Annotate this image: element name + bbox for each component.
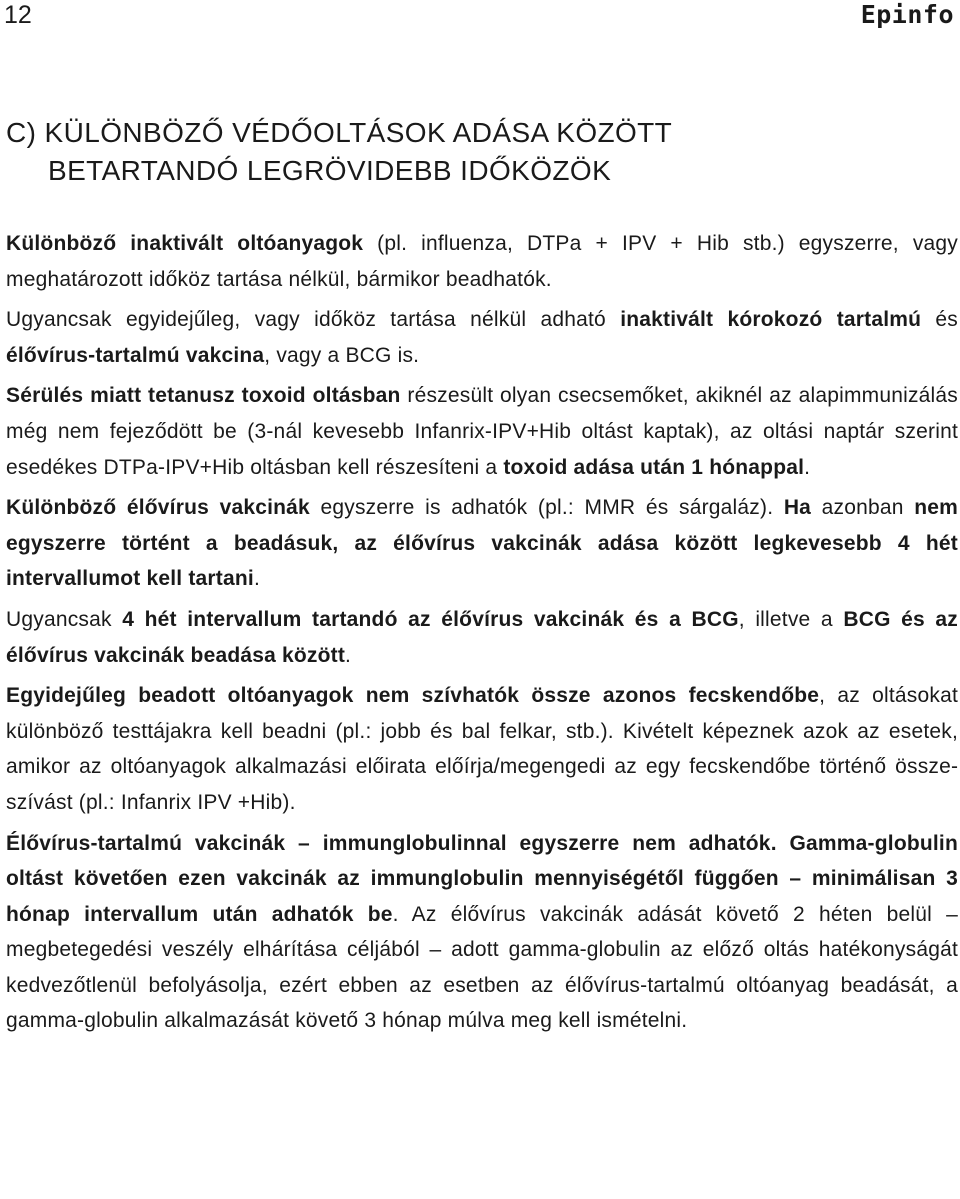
page-number: 12 [4, 1, 32, 29]
bold-text-run: inaktivált kórokozó tartalmú [620, 308, 922, 332]
paragraph [6, 602, 958, 673]
bold-text-run: toxoid adása után 1 hónappal [503, 455, 805, 479]
paragraph [6, 302, 958, 373]
text-run: Ugyancsak egyidejűleg, vagy időköz tartása nélkül adható [6, 308, 621, 332]
bold-text-run: Különböző inaktivált oltóanyagok [6, 232, 364, 255]
text-run: Ugyancsak [6, 607, 123, 631]
bold-text-run: Egyidejűleg beadott oltóanyagok nem szívhatók össze azonos fecskendőbe [6, 684, 820, 708]
bold-text-run: BCG és az élővírus vakcinák beadása között [6, 607, 959, 667]
bold-text-run: Élővírus-tartalmú vakcinák – immunglobulinnal egyszerre nem adhatók. Gamma-globulin oltást követően ezen vakcinák az immunglobulin mennyiségétől függően – minimálisan 3 hónap intervallum után adhatók be [6, 831, 958, 926]
text-run: részesült olyan csecsemőket, akiknél az alapimmunizálás még nem fejeződött be (3-nál kevesebb Infanrix-IPV+Hib oltást kaptak), az oltási naptár szerint esedékes DTPa-IPV+Hib oltásban kell részesíteni a [6, 384, 958, 479]
brand-logo: Epinfo [860, 0, 954, 29]
text-run: . [804, 455, 811, 479]
paragraph [6, 226, 958, 297]
section-heading [6, 114, 946, 190]
body-text [6, 226, 958, 1044]
section-heading-line-2: BETARTANDÓ LEGRÖVIDEBB IDŐKÖZÖK [48, 155, 612, 186]
bold-text-run: Sérülés miatt tetanusz toxoid oltásban [6, 384, 401, 408]
text-run: egyszerre is adhatók (pl.: MMR és sárgaláz). [309, 496, 784, 520]
text-run: , vagy a BCG is. [264, 343, 420, 367]
section-heading-line-1: C) KÜLÖNBÖZŐ VÉDŐOLTÁSOK ADÁSA KÖZÖTT [6, 117, 673, 148]
paragraph [6, 678, 958, 820]
text-run: azonban [811, 496, 915, 520]
text-run: , illetve a [738, 607, 844, 631]
bold-text-run: Különböző élővírus vakcinák [6, 496, 310, 520]
text-run: és [921, 308, 958, 332]
paragraph [6, 378, 958, 485]
text-run: . Az élővírus vakcinák adását követő 2 héten belül – megbetegedési veszély elhárítása céljából – adott gamma-globulin az előző oltás hatékonyságát kedvezőtlenül befolyásolja, ezért ebben az esetben az élővírus-tartalmú oltóanyag beadását, a gamma-globulin alkalmazását követő 3 hónap múlva meg kell ismételni. [6, 902, 959, 1033]
text-run: (pl. influenza, DTPa + IPV + Hib stb.) egyszerre, vagy meghatározott időköz tartása nélkül, bármikor beadhatók. [6, 232, 958, 291]
text-run: , az oltásokat különböző testtájakra kell beadni (pl.: jobb és bal felkar, stb.). Kivételt képeznek azok az esetek, amikor az oltóanyagok alkalmazási előirata előírja/megengedi az egy fecskendőbe történő összeszívást (pl.: Infanrix IPV +Hib). [6, 684, 958, 814]
bold-text-run: 4 hét intervallum tartandó az élővírus vakcinák és a BCG [122, 607, 739, 631]
paragraph [6, 826, 958, 1040]
paragraph [6, 490, 958, 597]
text-run: . [253, 567, 260, 591]
bold-text-run: nem egyszerre történt a beadásuk, az élővírus vakcinák adása között legkevesebb 4 hét intervallumot kell tartani [6, 496, 958, 591]
text-run: . [345, 643, 352, 667]
bold-text-run: élővírus-tartalmú vakcina [6, 343, 265, 367]
bold-text-run: Ha [783, 496, 812, 520]
